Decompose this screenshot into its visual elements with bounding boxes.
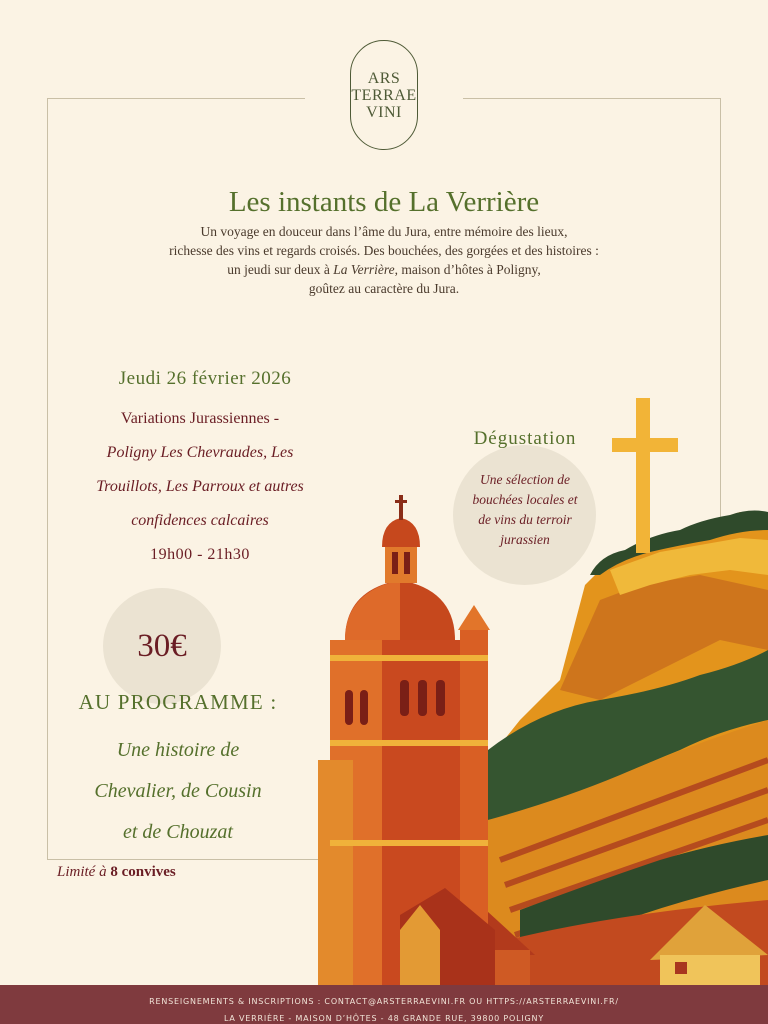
right-turret-roof xyxy=(458,605,490,630)
footer-bar xyxy=(0,985,768,1024)
theme-italic-2: Trouillots, Les Parroux et autres xyxy=(96,478,304,495)
tasting-text xyxy=(455,470,595,550)
intro-line-1: Un voyage en douceur dans l’âme du Jura, entre mémoire des lieux, xyxy=(200,224,568,239)
theme-italic-3: confidences calcaires xyxy=(131,512,269,529)
house-right-window xyxy=(675,962,687,974)
event-date: Jeudi 26 février 2026 xyxy=(118,368,292,389)
tasting-line-2: bouchées locales et xyxy=(472,492,578,507)
lantern-cap xyxy=(382,518,420,547)
lantern xyxy=(385,545,417,583)
programme-line-1: Une histoire de xyxy=(116,739,240,761)
programme-line-3: et de Chouzat xyxy=(123,821,233,843)
tower-dome-light xyxy=(345,580,400,640)
tasting-line-1: Une sélection de xyxy=(480,472,570,487)
tower-side-right xyxy=(460,630,488,930)
event-theme xyxy=(55,402,345,572)
theme-italic-1: Poligny Les Chevraudes, Les xyxy=(106,444,294,461)
cross-vertical xyxy=(636,398,650,553)
lantern-window-1 xyxy=(392,552,398,574)
spire xyxy=(399,495,403,520)
intro-line-2: richesse des vins et regards croisés. Des bouchées, des gorgées et des histoires : xyxy=(169,243,599,258)
price: 30€ xyxy=(137,628,187,664)
intro-line-4: goûtez au caractère du Jura. xyxy=(308,281,460,296)
event-time: 19h00 - 21h30 xyxy=(150,546,250,563)
footer-address: LA VERRIÈRE - MAISON D’HÔTES - 48 GRANDE RUE, 39800 POLIGNY xyxy=(223,1014,545,1023)
programme-title: AU PROGRAMME : xyxy=(78,690,278,714)
tasting-title: Dégustation xyxy=(473,428,577,449)
programme-line-2: Chevalier, de Cousin xyxy=(94,780,262,802)
cross-horizontal xyxy=(612,438,678,452)
theme-line-1: Variations Jurassiennes - xyxy=(120,410,280,427)
logo-line-2: TERRAE xyxy=(351,86,417,104)
venue-name: La Verrière xyxy=(333,262,395,277)
logo-line-1: ARS xyxy=(367,69,401,87)
tasting-line-3: de vins du terroir xyxy=(478,512,572,527)
tasting-line-4: jurassien xyxy=(500,532,550,547)
intro-line-3-post: , maison d’hôtes à Poligny, xyxy=(394,262,541,277)
intro-line-3-pre: un jeudi sur deux à xyxy=(227,262,334,277)
tower-base-left xyxy=(318,760,353,985)
guest-limit xyxy=(57,864,176,881)
limit-pre: Limité à xyxy=(57,864,111,880)
limit-count: 8 convives xyxy=(110,864,176,880)
lantern-window-2 xyxy=(404,552,410,574)
page-title: Les instants de La Verrière xyxy=(228,186,540,218)
logo-line-3: VINI xyxy=(366,103,402,121)
programme-text xyxy=(48,730,308,853)
spire-crossbar xyxy=(395,500,407,503)
footer-contact[interactable]: RENSEIGNEMENTS & INSCRIPTIONS : CONTACT@ARSTERRAEVINI.FR OU HTTPS://ARSTERRAEVINI.FR/ xyxy=(149,997,619,1006)
